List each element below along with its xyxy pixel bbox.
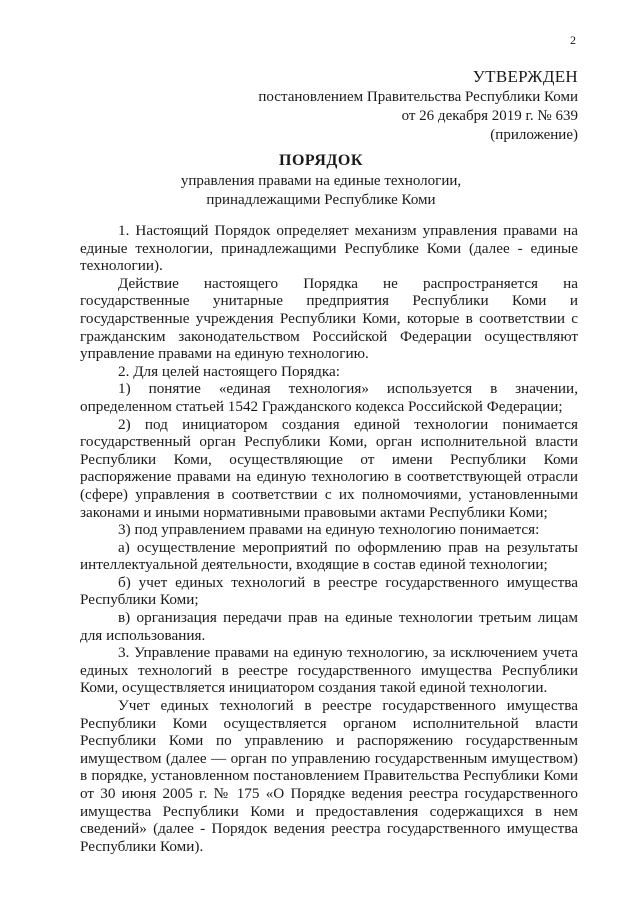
- paragraph-10: 3. Управление правами на единую технологию, за исключением учета единых технологий в реестре государственного имущества Республики Коми, осуществляется инициатором создания такой единой технологии.: [80, 644, 578, 697]
- paragraph-1: 1. Настоящий Порядок определяет механизм управления правами на единые технологии, принадлежащими Республике Коми (далее - единые технологии).: [80, 222, 578, 275]
- document-subtitle-line-2: принадлежащими Республике Коми: [206, 192, 436, 208]
- document-body: [80, 222, 578, 855]
- approved-heading: УТВЕРЖДЕН: [472, 67, 578, 86]
- paragraph-7: а) осуществление мероприятий по оформлению прав на результаты интеллектуальной деятельности, входящие в состав единой технологии;: [80, 538, 578, 574]
- paragraph-11: Учет единых технологий в реестре государственного имущества Республики Коми осуществляется органом исполнительной власти Республики Коми по управлению и распоряжению государственным имуществом (далее — орган по управлению государственным имуществом) в порядке, установленном постановлением Правительства Республики Коми от 30 июня 2005 г. № 175 «О Порядке ведения реестра государственного имущества Республики Коми и предоставления содержащихся в нем сведений» (далее - Порядок ведения реестра государственного имущества Республики Коми).: [80, 697, 578, 855]
- approval-line-3: (приложение): [490, 127, 578, 143]
- paragraph-8: б) учет единых технологий в реестре государственного имущества Республики Коми;: [80, 573, 578, 609]
- approval-line-1: постановлением Правительства Республики Коми: [258, 89, 578, 105]
- document-title: ПОРЯДОК: [279, 152, 363, 169]
- approval-stamp: [258, 66, 578, 145]
- paragraph-9: в) организация передачи прав на единые технологии третьим лицам для использования.: [80, 609, 578, 644]
- paragraph-6: 3) под управлением правами на единую технологию понимается:: [118, 521, 540, 539]
- approval-line-2: от 26 декабря 2019 г. № 639: [401, 108, 578, 124]
- paragraph-5: 2) под инициатором создания единой технологии понимается государственный орган Республики Коми, орган исполнительной власти Республики Коми, осуществляющие от имени Республики Коми распоряжение правами на единую технологию в соответствующей отрасли (сфере) управления в соответствии с их полномочиями, установленными законами и иными нормативными правовыми актами Республики Коми;: [80, 415, 578, 521]
- document-subtitle-line-1: управления правами на единые технологии,: [180, 173, 462, 189]
- paragraph-2: Действие настоящего Порядка не распространяется на государственные унитарные предприятия Республики Коми и государственные учреждения Республики Коми, которые в соответствии с гражданским законодательством Российской Федерации осуществляют управление правами на единую технологию.: [80, 274, 578, 363]
- document-title-block: [64, 150, 578, 210]
- paragraph-3: 2. Для целей настоящего Порядка:: [118, 362, 341, 380]
- paragraph-4: 1) понятие «единая технология» используется в значении, определенном статьей 1542 Гражданского кодекса Российской Федерации;: [80, 380, 578, 415]
- page-number: 2: [570, 33, 576, 47]
